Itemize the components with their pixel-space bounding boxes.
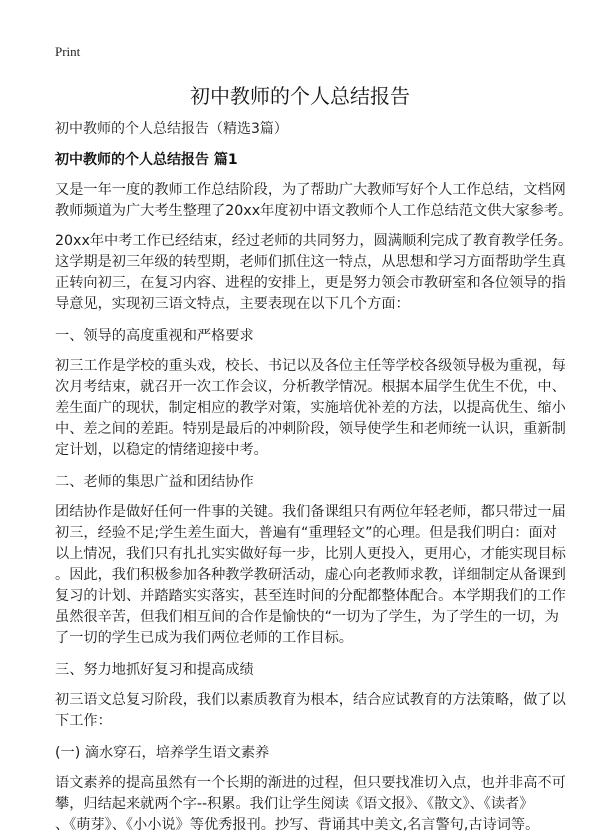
subsection-heading [55, 660, 575, 681]
section-heading [55, 149, 575, 171]
text-line: 、《萌芽》、《小小说》等优秀报刊。抄写、背诵其中美文,名言警句,古诗词等。 [55, 817, 540, 833]
text-line: 。因此，我们积极参加各种教学教研活动，虚心向老教师求教，详细制定从备课到 [55, 567, 566, 583]
text-line: 复习的计划、并踏踏实实落实，甚至连时间的分配都整体配合。本学期我们的工作 [55, 588, 566, 604]
text-line: 三、努力地抓好复习和提高成绩 [55, 662, 254, 678]
text-line: 了一切的学生已成为我们两位老师的工作目标。 [55, 630, 353, 646]
text-line: 正转向初三，在复习内容、进程的安排上，更是努力领会市教研室和各位领导的指 [55, 275, 566, 291]
text-line: 二、老师的集思广益和团结协作 [55, 474, 254, 490]
subsection-heading [55, 472, 575, 493]
text-line: 差生面广的现状，制定相应的教学对策，实施培优补差的方法，以提高优生、缩小 [55, 400, 566, 416]
text-line: 中、差之间的差距。特别是最后的冲刺阶段，领导使学生和老师统一认识，重新制 [55, 421, 566, 437]
text-line: 教师频道为广大考生整理了20xx年度初中语文教师个人工作总结范文供大家参考。 [55, 203, 573, 219]
paragraph [55, 356, 575, 461]
document-body [55, 118, 575, 836]
text-line: 这学期是初三年级的转型期，老师们抓住这一特点，从思想和学习方面帮助学生真 [55, 254, 566, 270]
paragraph [55, 502, 575, 649]
text-line: 初中教师的个人总结报告 篇1 [55, 152, 238, 168]
text-line: 团结协作是做好任何一件事的关键。我们备课组只有两位年轻老师，都只带过一届 [55, 504, 566, 520]
text-line: 攀，归结起来就两个字--积累。我们让学生阅读《语文报》、《散文》、《读者》 [55, 796, 534, 812]
paragraph [55, 180, 575, 222]
subsection-heading [55, 743, 575, 764]
text-line: 定计划，以稳定的情绪迎接中考。 [55, 442, 268, 458]
text-line: 初三语文总复习阶段，我们以素质教育为根本，结合应试教育的方法策略，做了以 [55, 692, 566, 708]
subsection-heading [55, 326, 575, 347]
document-title: 初中教师的个人总结报告 [190, 84, 410, 108]
print-link[interactable]: Print [55, 44, 81, 59]
text-line: 又是一年一度的教师工作总结阶段，为了帮助广大教师写好个人工作总结，文档网 [55, 182, 566, 198]
paragraph [55, 690, 575, 732]
text-line: (一) 滴水穿石，培养学生语文素养 [55, 745, 270, 761]
text-line: 导意见，实现初三语文特点，主要表现在以下几个方面： [55, 296, 410, 312]
text-line: 下工作： [55, 713, 112, 729]
text-line: 次月考结束，就召开一次工作会议，分析教学情况。根据本届学生优生不优，中、 [55, 379, 566, 395]
text-line: 初三工作是学校的重头戏，校长、书记以及各位主任等学校各级领导极为重视，每 [55, 358, 566, 374]
paragraph [55, 231, 575, 315]
text-line: 初三，经验不足;学生差生面大，普遍有“重理轻文”的心理。但是我们明白：面对 [55, 525, 557, 541]
text-line: 语文素养的提高虽然有一个长期的渐进的过程，但只要找准切入点，也并非高不可 [55, 775, 566, 791]
document-subtitle: 初中教师的个人总结报告（精选3篇） [55, 121, 288, 137]
paragraph [55, 773, 575, 836]
text-line: 虽然很辛苦，但我们相互间的合作是愉快的“一切为了学生，为了学生的一切，为 [55, 609, 559, 625]
text-line: 20xx年中考工作已经结束，经过老师的共同努力，圆满顺利完成了教育教学任务。 [55, 233, 573, 249]
text-line: 以上情况，我们只有扎扎实实做好每一步，比别人更投入，更用心，才能实现目标 [55, 546, 566, 562]
text-line: 一、领导的高度重视和严格要求 [55, 328, 254, 344]
